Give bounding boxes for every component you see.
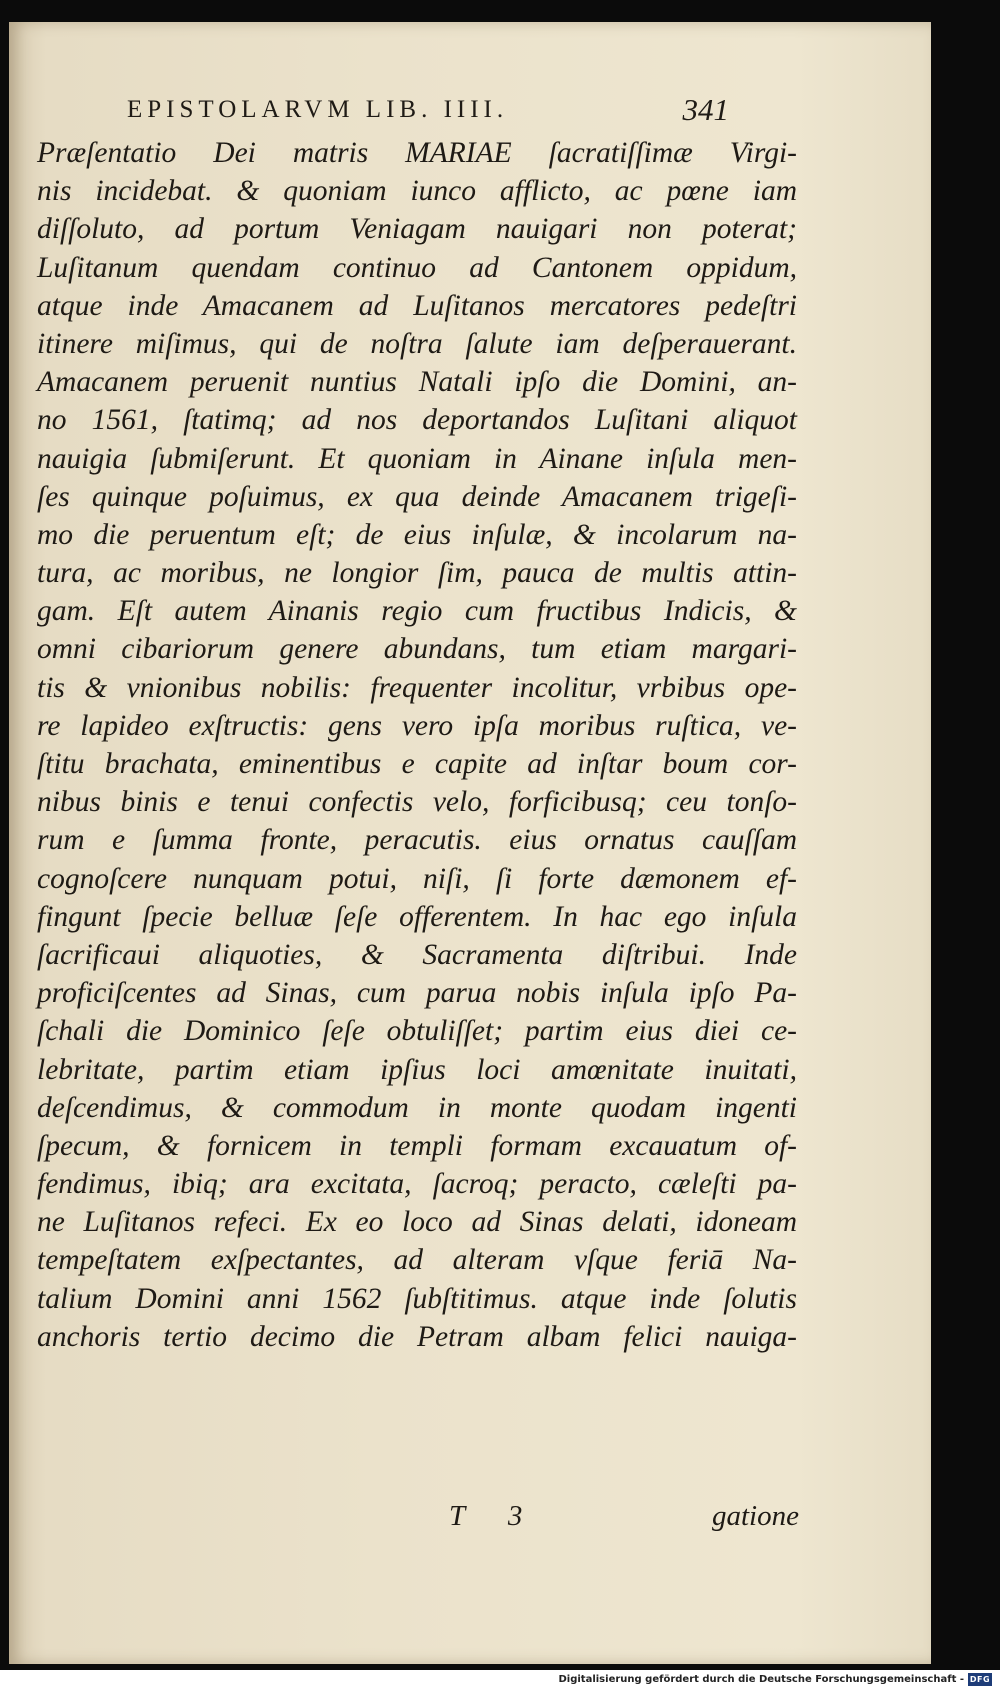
page-footer <box>449 1500 799 1540</box>
text-line: nis incidebat. & quoniam iunco afflicto, ac pœne iam <box>37 175 797 208</box>
text-line: lebritate, partim etiam ipſius loci amœnitate inuitati, <box>37 1053 797 1086</box>
text-line: nauigia ſubmiſerunt. Et quoniam in Ainane inſula men- <box>37 442 797 475</box>
text-line: itinere miſimus, qui de noſtra ſalute iam deſperauerant. <box>37 327 797 360</box>
body-text <box>37 134 797 1356</box>
text-line: fendimus, ibiq; ara excitata, ſacroq; peracto, cæleſti pa- <box>37 1168 797 1201</box>
text-line: cognoſcere nunquam potui, niſi, ſi forte dæmonem ef- <box>37 862 797 895</box>
text-line: fingunt ſpecie belluæ ſeſe offerentem. In hac ego inſula <box>37 900 797 933</box>
credit-text: Digitalisierung gefördert durch die Deutsche Forschungsgemeinschaft - <box>558 1674 964 1685</box>
catchword: gatione <box>712 1500 799 1532</box>
text-line: proficiſcentes ad Sinas, cum parua nobis inſula ipſo Pa- <box>37 977 797 1010</box>
text-line: ne Luſitanos refeci. Ex eo loco ad Sinas delati, idoneam <box>37 1206 797 1239</box>
page-number: 341 <box>682 92 729 127</box>
text-line: nibus binis e tenui confectis velo, forficibusq; ceu tonſo- <box>37 786 797 819</box>
text-line: Luſitanum quendam continuo ad Cantonem oppidum, <box>37 251 797 284</box>
text-line: rum e ſumma fronte, peracutis. eius ornatus cauſſam <box>37 824 797 857</box>
text-line: omni cibariorum genere abundans, tum etiam margari- <box>37 633 797 666</box>
text-line: ſacrificaui aliquoties, & Sacramenta diſtribui. Inde <box>37 938 797 971</box>
text-line: tis & vnionibus nobilis: frequenter incolitur, vrbibus ope- <box>37 671 797 704</box>
text-line: no 1561, ſtatimq; ad nos deportandos Luſitani aliquot <box>37 404 797 437</box>
text-line: ſchali die Dominico ſeſe obtuliſſet; partim eius diei ce- <box>37 1015 797 1048</box>
book-page <box>9 22 931 1664</box>
text-line: diſſoluto, ad portum Veniagam nauigari non poterat; <box>37 213 797 246</box>
text-line: ſtitu brachata, eminentibus e capite ad inſtar boum cor- <box>37 748 797 780</box>
text-line: re lapideo exſtructis: gens vero ipſa moribus ruſtica, ve- <box>37 709 797 742</box>
text-line: tura, ac moribus, ne longior ſim, pauca de multis attin- <box>37 557 797 590</box>
running-head <box>127 88 729 132</box>
signature-mark: T 3 <box>449 1500 541 1532</box>
text-line: talium Domini anni 1562 ſubſtitimus. atque inde ſolutis <box>37 1282 797 1315</box>
text-line: Præſentatio Dei matris MARIAE ſacratiſſimæ Virgi- <box>37 137 797 169</box>
text-line: mo die peruentum eſt; de eius inſulæ, & incolarum na- <box>37 518 797 551</box>
text-line: tempeſtatem exſpectantes, ad alteram vſque feriā Na- <box>37 1244 797 1277</box>
text-line: Amacanem peruenit nuntius Natali ipſo die Domini, an- <box>37 366 797 399</box>
text-line: anchoris tertio decimo die Petram albam felici nauiga- <box>37 1320 797 1353</box>
dfg-logo-icon: DFG <box>969 1675 991 1684</box>
running-title: EPISTOLARVM LIB. IIII. <box>127 96 509 123</box>
text-line: gam. Eſt autem Ainanis regio cum fructibus Indicis, & <box>37 595 797 628</box>
text-line: ſes quinque poſuimus, ex qua deinde Amacanem trigeſi- <box>37 480 797 513</box>
text-line: atque inde Amacanem ad Luſitanos mercatores pedeſtri <box>37 289 797 322</box>
credit-bar <box>0 1670 1000 1692</box>
text-line: deſcendimus, & commodum in monte quodam ingenti <box>37 1091 797 1124</box>
text-line: ſpecum, & fornicem in templi formam excauatum of- <box>37 1129 797 1162</box>
